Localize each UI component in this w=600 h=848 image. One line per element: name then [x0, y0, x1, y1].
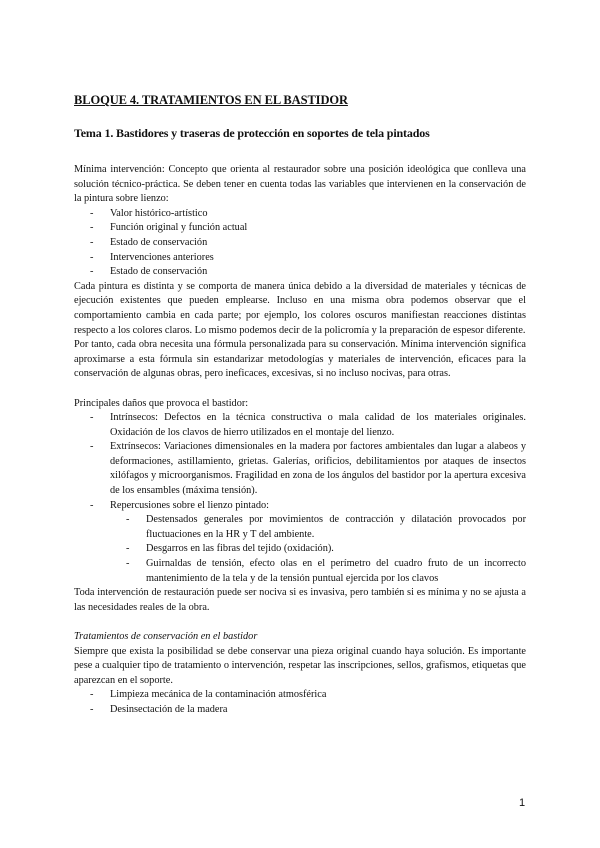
list-item [74, 499, 526, 587]
damages-intro: Principales daños que provoca el bastidor: [74, 397, 249, 409]
list-item: - Estado de conservación [74, 236, 526, 251]
section-heading: Tema 1. Bastidores y traseras de protección en soportes de tela pintados [74, 126, 430, 140]
list-item: - Función original y función actual [74, 221, 526, 236]
variables-list [74, 207, 526, 280]
paragraph: Siempre que exista la posibilidad se debe conservar una pieza original cuando haya solución. Es importante pese a cualquier tipo de tratamiento o intervención, respetar las inscripciones, sellos, grafismos, etiquetas que aparezcan en el soporte. [74, 645, 526, 686]
paragraph: Cada pintura es distinta y se comporta de manera única debido a la diversidad de materiales y técnicas de ejecución existentes que pueden emplearse. Incluso en una misma obra podemos observar que el comportamiento cambia en cada parte; por ejemplo, los colores oscuros manifiestan reacciones distintas respecto a los colores claros. Lo mismo podemos decir de la policromía y la preparación de espesor diferente. [74, 280, 526, 336]
list-item: - Valor histórico-artístico [74, 207, 526, 222]
damages-list [74, 411, 526, 586]
document-body [74, 163, 526, 718]
page-number: 1 [519, 797, 526, 809]
treatments-title: Tratamientos de conservación en el bastidor [74, 631, 258, 642]
list-item: - Guirnaldas de tensión, efecto olas en el perímetro del cuadro fruto de un incorrecto mantenimiento de la tela y de la tensión puntual ejercida por los clavos [110, 557, 526, 586]
intro-paragraph: Mínima intervención: Concepto que orienta al restaurador sobre una posición ideológica que conlleva una solución técnico-práctica. Se deben tener en cuenta todas las variables que intervienen en la conservación de la pintura sobre lienzo: [74, 164, 526, 205]
repercussions-list [110, 513, 526, 586]
treatments-list [74, 688, 526, 717]
list-item: - Extrínsecos: Variaciones dimensionales en la madera por factores ambientales dan lugar a alabeos y deformaciones, astillamiento, grietas. Galerías, orificios, debilitamientos por ataques de insectos xilófagos y microorganismos. Fragilidad en zona de los ángulos del bastidor por la apertura excesiva de los ensambles (máxima tensión). [74, 440, 526, 498]
list-item: - Limpieza mecánica de la contaminación atmosférica [74, 688, 526, 703]
page-heading: BLOQUE 4. TRATAMIENTOS EN EL BASTIDOR [74, 93, 348, 107]
list-item: - Destensados generales por movimientos de contracción y dilatación provocados por fluctuaciones en la HR y T del ambiente. [110, 513, 526, 542]
list-item: - Desgarros en las fibras del tejido (oxidación). [110, 542, 526, 557]
list-item: - Intervenciones anteriores [74, 251, 526, 266]
list-item: - Intrínsecos: Defectos en la técnica constructiva o mala calidad de los materiales originales. Oxidación de los clavos de hierro utilizados en el montaje del lienzo. [74, 411, 526, 440]
list-item: - Desinsectación de la madera [74, 703, 526, 718]
list-item-label: Repercusiones sobre el lienzo pintado: [110, 499, 269, 511]
list-item: - Estado de conservación [74, 265, 526, 280]
paragraph: Por tanto, cada obra necesita una fórmula personalizada para su conservación. Mínima intervención significa aproximarse a esta fórmula sin estandarizar metodologías y materiales de intervención, eficaces para la conservación de algunas obras, pero ineficaces, excesivas, si no incluso nocivas, para otras. [74, 339, 526, 380]
paragraph: Toda intervención de restauración puede ser nociva si es invasiva, pero también si es mínima y no se ajusta a las necesidades reales de la obra. [74, 587, 526, 613]
